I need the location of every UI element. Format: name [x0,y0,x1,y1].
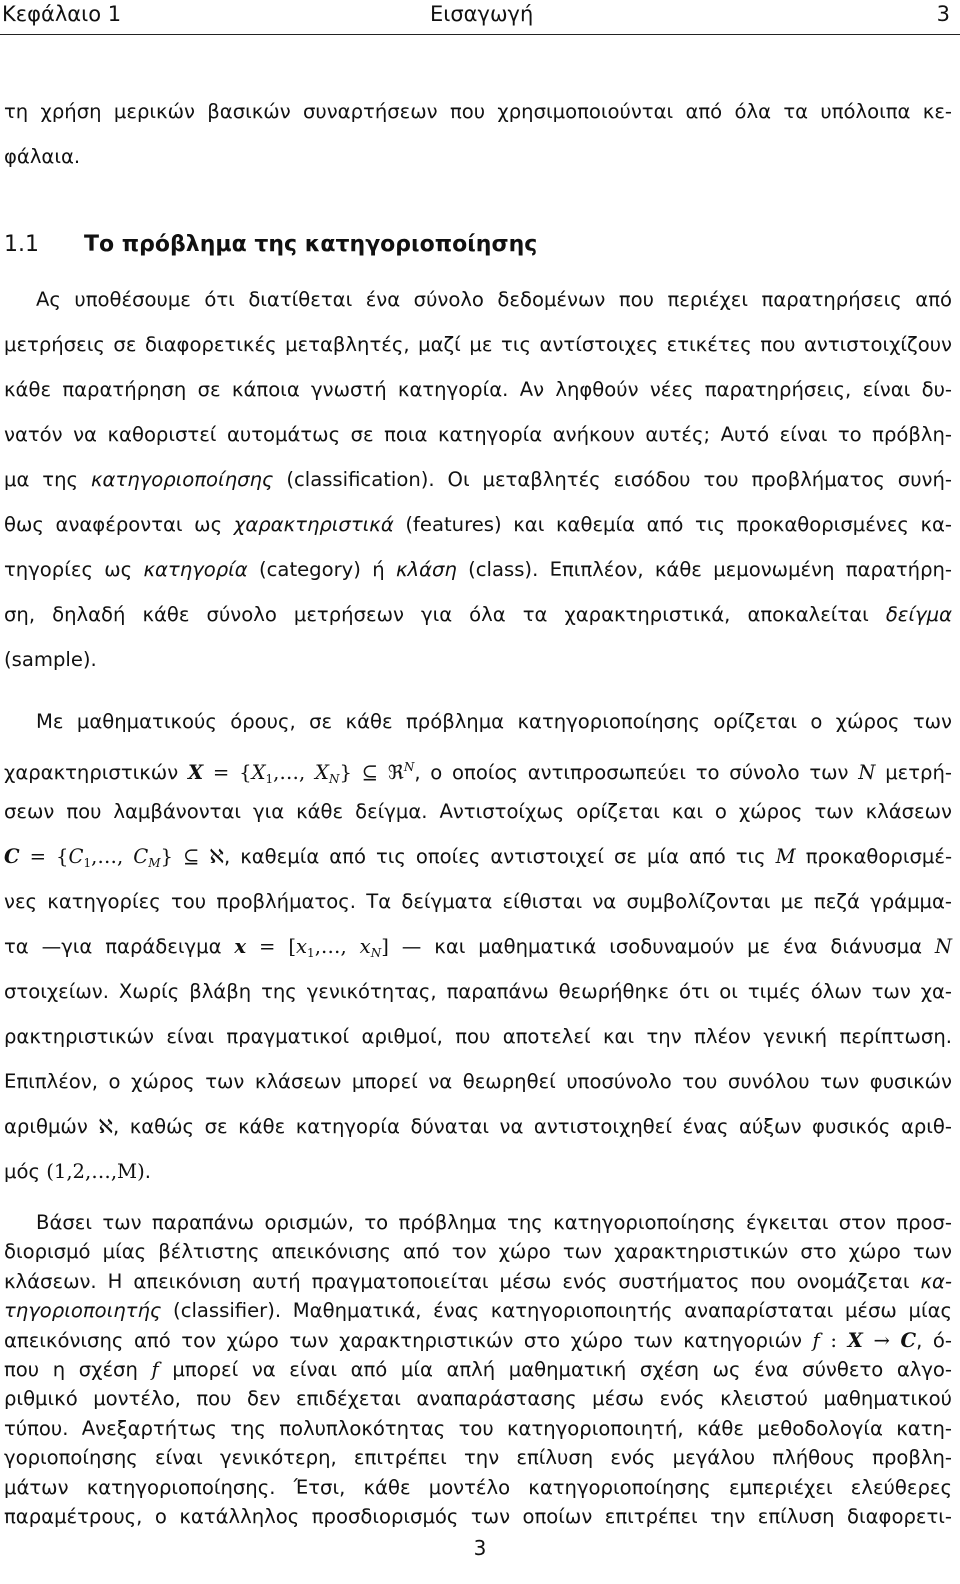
text-line: γοριοποίησης είναι γενικότερη, επιτρέπει την επίλυση ενός μεγάλου πλήθους προβλη- [4,1446,952,1470]
text-line: μός (1,2,…,M). [4,1160,151,1183]
text-line: Βάσει των παραπάνω ορισμών, το πρόβλημα της κατηγοριοποίησης έγκειται στον προσ- [36,1211,952,1234]
section-number: 1.1 [4,232,39,257]
text-line: Με μαθηματικούς όρους, σε κάθε πρόβλημα κατηγοριοποίησης ορίζεται ο χώρος των [36,710,952,733]
text-line: θως αναφέρονται ως χαρακτηριστικά (features) και καθεμία από τις προκαθορισμένες κα- [4,513,952,536]
text-line: παραμέτρους, ο κατάλληλος προσδιορισμός των οποίων επιτρέπει την επίλυση διαφορετι- [4,1505,952,1528]
term-category: κατηγορία [143,558,248,581]
text-line: τη χρήση μερικών βασικών συναρτήσεων που χρησιμοποιούνται από όλα τα υπόλοιπα κε- [4,100,952,123]
text-line: στοιχείων. Χωρίς βλάβη της γενικότητας, παραπάνω θεωρήθηκε ότι οι τιμές όλων των χα- [4,980,952,1003]
text-line: απεικόνισης από τον χώρο των χαρακτηριστικών στο χώρο των κατηγοριών f : X → C, ό- [4,1328,952,1352]
text-line: φάλαια. [4,145,81,168]
text-line: κλάσεων. Η απεικόνιση αυτή πραγματοποιείται μέσω ενός συστήματος που ονομάζεται κα- [4,1269,952,1293]
text-line: σεων που λαμβάνονται για κάθε δείγμα. Αντιστοίχως ορίζεται και ο χώρος των κλάσεων [4,800,952,823]
classifier-mapping-formula: f : X → C [812,1328,917,1352]
term-sample: δείγμα [885,603,952,626]
term-class: κλάση [395,558,457,581]
section-heading [4,228,537,262]
text-line: $C = \{C_1,\dots$, $C_M$} ⊆ ℵ, καθεμία από τις οποίες αντιστοιχεί σε μία από τις M προκαθορισμέ- [4,845,953,870]
text-line: αριθμών ℵ, καθώς σε κάθε κατηγορία δύναται να αντιστοιχηθεί ένας αύξων φυσικός αριθ- [4,1115,952,1138]
text-line: Επιπλέον, ο χώρος των κλάσεων μπορεί να θεωρηθεί υποσύνολο του συνόλου των φυσικών [4,1070,952,1093]
header-page-number: 3 [936,2,950,26]
chapter-title: Εισαγωγή [430,2,534,26]
text-line: διορισμό μίας βέλτιστης απεικόνισης από τον χώρο των χαρακτηριστικών στο χώρο των [4,1240,952,1264]
text-line: κάθε παρατήρηση σε κάποια γνωστή κατηγορία. Αν ληφθούν νέες παρατηρήσεις, είναι δυ- [4,378,952,401]
text-line: Ας υποθέσουμε ότι διατίθεται ένα σύνολο δεδομένων που περιέχει παρατηρήσεις από [36,288,952,311]
text-line: τα —για παράδειγμα $x = [x_1,\dots$, $x_N$] — και μαθηματικά ισοδυναμούν με ένα διάνυσμα N [4,935,953,960]
text-line: μετρήσεις σε διαφορετικές μεταβλητές, μαζί με τις αντίστοιχες ετικέτες που αντιστοιχίζουν [4,333,952,356]
term-features: χαρακτηριστικά [233,513,394,536]
chapter-label: Κεφάλαιο 1 [2,2,122,26]
text-line: νατόν να καθοριστεί αυτομάτως σε ποια κατηγορία ανήκουν αυτές; Αυτό είναι το πρόβλη- [4,423,952,446]
footer-page-number: 3 [473,1536,487,1561]
sample-vector-formula: $x = [x_1,\dots$, $x_N$] [234,935,389,960]
text-line: μάτων κατηγοριοποίησης. Έτσι, κάθε μοντέλο κατηγοριοποίησης εμπεριέχει ελεύθερες [4,1475,952,1499]
running-header [0,0,960,34]
text-line: νες κατηγορίες του προβλήματος. Τα δείγματα είθισται να συμβολίζονται με πεζά γράμμα- [4,890,952,913]
section-title: Το πρόβλημα της κατηγοριοποίησης [84,232,538,257]
feature-space-formula: $X = \{X_1,\dots$, $X_N$} ⊆ ℜ$^N$ [187,760,415,786]
text-line: τηγορίες ως κατηγορία (category) ή κλάση (class). Επιπλέον, κάθε μεμονωμένη παρατήρη- [4,558,952,581]
class-space-formula: $C = \{C_1,\dots$, $C_M$} ⊆ ℵ [4,845,224,870]
text-line: τύπου. Ανεξαρτήτως της πολυπλοκότητας του κατηγοριοποιητή, κάθε μεθοδολογία κατη- [4,1416,952,1440]
class-index-sequence: (1,2,…,M) [46,1160,145,1183]
text-line: ρακτηριστικών είναι πραγματικοί αριθμοί, που αποτελεί και την πλέον γενική περίπτωση. [4,1025,952,1048]
text-line: χαρακτηριστικών $X = \{X_1,\dots$, $X_N$} ⊆ ℜ$^N$, ο οποίος αντιπροσωπεύει το σύνολο των N μετρή- [4,760,952,786]
text-line: (sample). [4,648,97,671]
text-line: που η σχέση f μπορεί να είναι από μία απλή μαθηματική σχέση ως ένα σύνθετο αλγο- [4,1358,952,1381]
text-line: ριθμικό μοντέλο, που δεν επιδέχεται αναπαράστασης μέσω ενός κλειστού μαθηματικού [4,1387,952,1411]
text-line: ση, δηλαδή κάθε σύνολο μετρήσεων για όλα τα χαρακτηριστικά, αποκαλείται δείγμα [4,603,952,626]
header-rule [0,34,960,35]
text-line: τηγοριοποιητής (classifier). Μαθηματικά, ένας κατηγοριοποιητής αναπαρίσταται μέσω μίας [4,1299,952,1323]
term-classifier: τηγοριοποιητής [4,1299,162,1323]
text-line: μα της κατηγοριοποίησης (classification). Οι μεταβλητές εισόδου του προβλήματος συνή- [4,468,952,491]
term-classification: κατηγοριοποίησης [90,468,274,491]
